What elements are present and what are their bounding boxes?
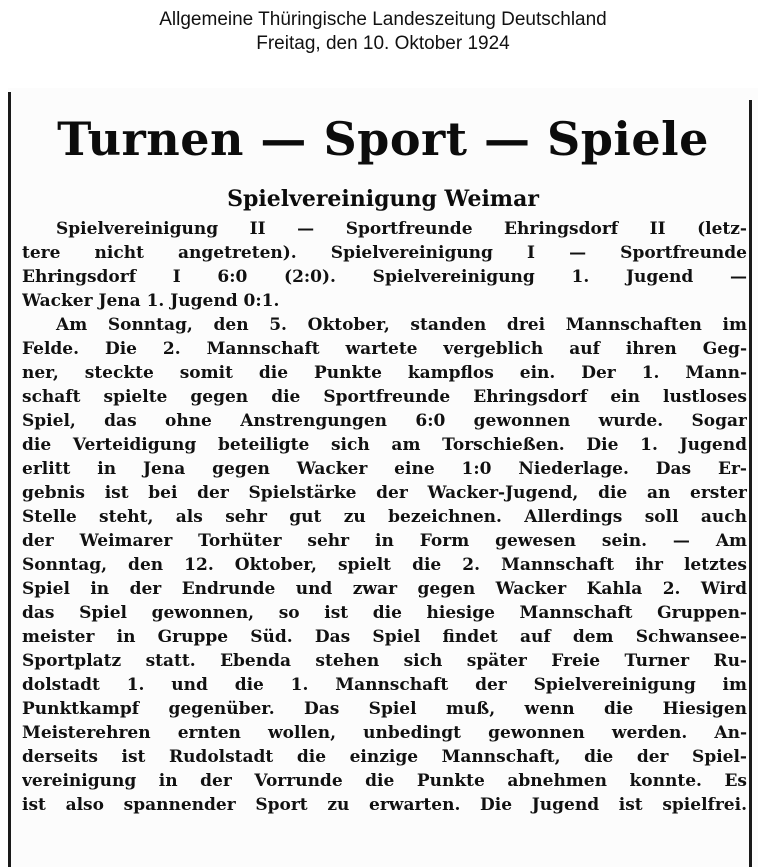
article-line: das Spiel gewonnen, so ist die hiesige Mannschaft Gruppen-: [22, 603, 747, 623]
article-line: Sonntag, den 12. Oktober, spielt die 2. Mannschaft ihr letztes: [22, 555, 747, 575]
column-rule-left: [8, 92, 11, 867]
article-line: tere nicht angetreten). Spielvereinigung I — Sportfreunde: [22, 243, 747, 263]
article-line: Spiel, das ohne Anstrengungen 6:0 gewonnen wurde. Sogar: [22, 411, 747, 431]
article-line: ist also spannender Sport zu erwarten. Die Jugend ist spielfrei.: [22, 795, 747, 815]
newspaper-clipping: [8, 88, 758, 867]
article-line: Sportplatz statt. Ebenda stehen sich später Freie Turner Ru-: [22, 651, 747, 671]
article-line: Meisterehren ernten wollen, unbedingt gewonnen werden. An-: [22, 723, 747, 743]
article-line: dolstadt 1. und die 1. Mannschaft der Spielvereinigung im: [22, 675, 747, 695]
article-line: erlitt in Jena gegen Wacker eine 1:0 Niederlage. Das Er-: [22, 459, 747, 479]
article-line: die Verteidigung beteiligte sich am Torschießen. Die 1. Jugend: [22, 435, 747, 455]
article-line: Spielvereinigung II — Sportfreunde Ehringsdorf II (letz-: [56, 219, 747, 239]
article-line: meister in Gruppe Süd. Das Spiel findet auf dem Schwansee-: [22, 627, 747, 647]
article-line: derseits ist Rudolstadt die einzige Mannschaft, die der Spiel-: [22, 747, 747, 767]
article-line: Punktkampf gegenüber. Das Spiel muß, wenn die Hiesigen: [22, 699, 747, 719]
caption-date: Freitag, den 10. Oktober 1924: [256, 33, 510, 54]
article-line: schaft spielte gegen die Sportfreunde Ehringsdorf ein lustloses: [22, 387, 747, 407]
article-line: Ehringsdorf I 6:0 (2:0). Spielvereinigung 1. Jugend —: [22, 267, 747, 287]
article-line: Spiel in der Endrunde und zwar gegen Wacker Kahla 2. Wird: [22, 579, 747, 599]
article-line: Stelle steht, als sehr gut zu bezeichnen. Allerdings soll auch: [22, 507, 747, 527]
article-line: Felde. Die 2. Mannschaft wartete vergeblich auf ihren Geg-: [22, 339, 747, 359]
article-line: vereinigung in der Vorrunde die Punkte abnehmen konnte. Es: [22, 771, 747, 791]
article-body: [22, 217, 747, 817]
article-headline: Turnen — Sport — Spiele: [57, 112, 709, 166]
article-line: Am Sonntag, den 5. Oktober, standen drei Mannschaften im: [56, 315, 747, 335]
article-line: Wacker Jena 1. Jugend 0:1.: [22, 291, 280, 311]
caption: [0, 8, 766, 56]
column-rule-right: [749, 100, 752, 867]
article-line: der Weimarer Torhüter sehr in Form gewesen sein. — Am: [22, 531, 747, 551]
article-subheadline: Spielvereinigung Weimar: [227, 186, 539, 212]
caption-newspaper-title: Allgemeine Thüringische Landeszeitung Deutschland: [159, 9, 607, 30]
article-line: ner, steckte somit die Punkte kampflos ein. Der 1. Mann-: [22, 363, 747, 383]
article-line: gebnis ist bei der Spielstärke der Wacker-Jugend, die an erster: [22, 483, 747, 503]
